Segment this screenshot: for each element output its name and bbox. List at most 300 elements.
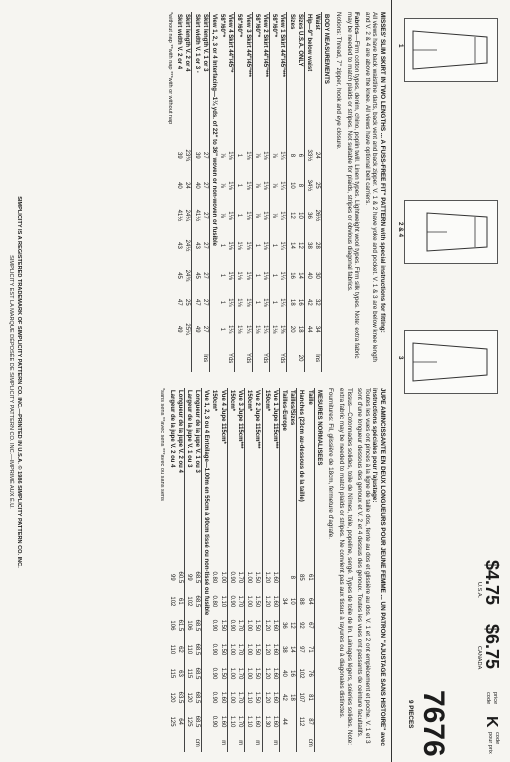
table-cell: 1.70 xyxy=(237,691,244,704)
table-cell: 1⅛ xyxy=(244,211,251,220)
row-label: Vue 1 Jupe 115cm*** xyxy=(271,390,278,449)
table-cell: 1.20 xyxy=(263,643,270,656)
fr-finished-body xyxy=(167,388,201,752)
view-2-4-label: 2 & 4 xyxy=(397,222,404,238)
table-cell: 64 xyxy=(306,598,313,605)
table-cell: 8 xyxy=(289,575,296,580)
table-cell: 27 xyxy=(201,242,208,249)
table-row xyxy=(183,12,192,372)
table-cell: 87 xyxy=(306,718,313,725)
table-cell: 18 xyxy=(289,694,296,701)
table-cell: 42 xyxy=(305,299,312,306)
table-cell: 1⅛ xyxy=(227,241,234,250)
table-cell: 1.70 xyxy=(237,715,244,728)
table-cell: 1.00 xyxy=(246,619,253,632)
table-cell: 1.20 xyxy=(263,691,270,704)
table-cell: ⅞ xyxy=(253,182,260,188)
table-cell: 1⅛ xyxy=(262,241,269,250)
table-cell: 26½ xyxy=(314,209,321,222)
table-cell: 40 xyxy=(281,670,287,677)
pattern-number: 7676 xyxy=(417,690,450,757)
table-cell: 40 xyxy=(305,272,312,279)
view-1-label: 1 xyxy=(397,44,404,48)
table-cell: 1 xyxy=(236,183,243,188)
table-cell: 1.70 xyxy=(237,667,244,680)
french-section xyxy=(158,388,386,752)
table-row xyxy=(210,388,218,752)
row-label: Skirt width V. 1 or 3 - xyxy=(193,14,200,73)
table-cell: 1¼ xyxy=(279,298,286,307)
row-label: Skirt width V. 2 or 4 xyxy=(176,14,183,70)
table-cell: m xyxy=(254,740,261,746)
table-cell: 18 xyxy=(296,325,303,333)
table-cell xyxy=(304,344,313,372)
row-label: 58"/60"* xyxy=(271,14,278,38)
table-cell: 1 xyxy=(253,243,260,248)
pattern-pieces: 9 PIECES xyxy=(407,700,414,729)
table-cell: 120 xyxy=(168,692,175,703)
table-cell: 1¼ xyxy=(262,325,269,334)
table-cell: 32 xyxy=(314,299,321,306)
table-cell xyxy=(288,734,297,752)
trademark-en: SIMPLICITY IS A REGISTERED TRADEMARK OF SIMPLICITY PATTERN CO. INC.—PRINTED IN U.S.A. © 1986 SIMPLICITY PATTERN CO. INC. xyxy=(16,196,22,568)
en-table-body xyxy=(218,12,322,372)
table-cell: 88 xyxy=(298,598,305,605)
fr-yardage-table xyxy=(167,388,322,752)
table-cell: 1.50 xyxy=(254,595,261,608)
table-cell: 49 xyxy=(176,325,183,333)
table-row xyxy=(296,12,305,372)
table-cell: 1.50 xyxy=(219,667,226,680)
table-cell: 34½ xyxy=(305,179,312,192)
table-cell: 24 xyxy=(314,152,321,159)
table-cell: 34 xyxy=(281,598,287,605)
table-cell xyxy=(183,344,192,372)
table-cell: 1.60 xyxy=(219,691,226,704)
fr-fabrics: Tissus—Cotonnades solides, toile de Nîmes, toile, popeline, sergé. Types de toile de lin. Lainages légers, soieries solides. Note: extra fabric may be needed to match plaids or stripes. Ne convient pas aux tissus à rayures ou à diagonales distinctes. xyxy=(338,388,353,746)
table-cell: 27 xyxy=(201,272,208,279)
table-row xyxy=(219,388,228,752)
price-code-fr: code pour prix xyxy=(487,732,500,754)
table-cell xyxy=(227,734,236,752)
table-cell: Yds xyxy=(244,352,251,364)
table-cell: 1¼ xyxy=(227,325,234,334)
table-cell: 28 xyxy=(314,242,321,249)
table-cell: 1 xyxy=(236,153,243,158)
table-cell: 1⅛ xyxy=(262,271,269,280)
table-cell xyxy=(288,710,297,734)
table-cell: 1.60 xyxy=(219,715,226,728)
table-cell: 14 xyxy=(288,242,295,249)
table-row xyxy=(235,12,244,372)
table-cell: 42 xyxy=(281,694,287,701)
table-cell: Yds xyxy=(227,352,234,364)
table-cell: 1⅛ xyxy=(262,298,269,307)
table-cell: 1 xyxy=(219,243,226,248)
table-cell: ⅞ xyxy=(219,212,226,218)
row-label: Tailles-Europe xyxy=(281,390,287,431)
table-cell: 0.90 xyxy=(211,715,218,728)
table-cell: cm xyxy=(306,738,313,747)
table-cell: 1⅛ xyxy=(236,325,243,334)
price-usa: $4.75 xyxy=(482,560,502,606)
table-cell xyxy=(252,344,261,372)
row-label: 58"/60"* xyxy=(253,14,260,38)
view-3-sketch xyxy=(404,330,498,394)
row-label: Skirt length V. 2 or 4 xyxy=(184,14,191,72)
table-cell: 0.90 xyxy=(211,691,218,704)
table-cell: 43 xyxy=(193,242,200,249)
table-cell: 1⅛ xyxy=(236,241,243,250)
table-cell: 85 xyxy=(298,574,305,581)
table-cell xyxy=(175,344,183,372)
en-yardage-table xyxy=(175,12,330,372)
table-cell: 1.60 xyxy=(271,667,278,680)
row-label: Waist xyxy=(314,14,321,30)
table-cell: 12 xyxy=(296,242,303,249)
table-cell: 1⅛ xyxy=(227,151,234,160)
table-cell: 24¼ xyxy=(184,209,191,222)
table-cell: 1.60 xyxy=(271,715,278,728)
table-cell: 1.50 xyxy=(254,667,261,680)
table-cell: 62 xyxy=(176,646,183,653)
table-cell: m xyxy=(237,740,244,746)
table-cell: 1⅛ xyxy=(262,181,269,190)
row-label: Largeur de la jupe V. 2 ou 4 xyxy=(168,390,175,468)
table-cell: 10 xyxy=(288,182,295,189)
table-cell: 1⅛ xyxy=(227,271,234,280)
table-row xyxy=(253,388,262,752)
table-cell: 115 xyxy=(168,668,175,679)
table-row xyxy=(304,12,313,372)
table-cell: 36 xyxy=(305,212,312,219)
table-row xyxy=(279,388,288,752)
table-cell: 64 xyxy=(176,718,183,725)
table-cell: 1⅛ xyxy=(271,325,278,334)
table-row xyxy=(262,388,271,752)
table-cell: 1¼ xyxy=(227,298,234,307)
table-row xyxy=(176,388,185,752)
table-cell: m xyxy=(271,740,278,746)
table-cell: 1 xyxy=(236,213,243,218)
table-cell: 40 xyxy=(176,182,183,189)
table-cell xyxy=(235,344,244,372)
table-cell: 1 xyxy=(219,327,226,331)
table-cell: 34 xyxy=(314,325,321,333)
table-cell: 110 xyxy=(185,644,192,655)
table-row xyxy=(201,12,210,372)
price-usa-label: U.S.A. xyxy=(476,582,482,599)
table-cell: ⅞ xyxy=(271,182,278,188)
table-cell: 45 xyxy=(176,272,183,279)
table-cell: Yds xyxy=(262,352,269,364)
row-label: Vue 3 Jupe 115cm*** xyxy=(237,390,244,449)
table-cell: 1 xyxy=(253,273,260,278)
en-table-header: BODY MEASUREMENTS xyxy=(323,14,330,84)
table-cell: 1.20 xyxy=(263,667,270,680)
table-cell: 49 xyxy=(193,325,200,333)
table-cell: 27 xyxy=(201,182,208,189)
en-fabrics-text: Firm cotton types, denim, chino, poplin twill. Linen types. Lightweight wool types. Firm silk types. Note: extra fabric may be needed to match plaids or stripes. Not suitable for plaids, stripes or obvious diagonal fabrics. xyxy=(345,12,361,359)
table-cell: 47 xyxy=(176,299,183,306)
table-cell: 1.50 xyxy=(254,691,261,704)
price-block xyxy=(458,560,502,754)
table-cell: 102 xyxy=(185,596,192,607)
fr-table-body xyxy=(210,388,314,752)
table-cell: 61 xyxy=(306,574,313,581)
row-label: View 2 Skirt 44"/45"*** xyxy=(262,14,269,77)
table-row xyxy=(252,12,261,372)
skirt-view-3-drawing xyxy=(405,331,497,393)
price-canada-label: CANADA xyxy=(476,646,482,670)
table-cell: 106 xyxy=(185,620,192,631)
table-cell: 39 xyxy=(193,152,200,159)
table-cell: 68.5 xyxy=(194,643,201,656)
table-cell: 0.90 xyxy=(228,571,235,584)
table-row xyxy=(175,12,183,372)
row-label: Taille xyxy=(306,390,313,405)
table-cell: 8 xyxy=(296,183,303,188)
table-cell: 60.5 xyxy=(176,571,183,584)
table-cell: 25¼ xyxy=(184,323,191,336)
table-cell xyxy=(167,734,175,752)
table-cell: 106 xyxy=(168,620,175,631)
table-cell: 1.50 xyxy=(254,643,261,656)
table-cell: 1¼ xyxy=(279,211,286,220)
table-row xyxy=(271,388,280,752)
table-row xyxy=(305,388,314,752)
row-label: View 1 Skirt 44"/45"*** xyxy=(279,14,286,77)
table-cell xyxy=(297,734,306,752)
table-cell: 27 xyxy=(201,152,208,159)
table-cell: 16 xyxy=(289,670,296,677)
table-cell: 1.70 xyxy=(237,643,244,656)
table-cell: 1.60 xyxy=(271,571,278,584)
table-cell: 24¾ xyxy=(184,269,191,282)
table-cell: 1 xyxy=(271,273,278,278)
table-cell: 81 xyxy=(306,694,313,701)
table-row xyxy=(244,12,253,372)
fr-table-header: MESURES NORMALISEES xyxy=(315,390,322,466)
row-label: 58"/60"* xyxy=(219,14,226,38)
view-1-sketch xyxy=(404,18,498,82)
table-row xyxy=(287,12,296,372)
table-cell: ⅞ xyxy=(271,152,278,158)
table-cell: 8 xyxy=(288,153,295,158)
table-cell: 1.00 xyxy=(228,667,235,680)
table-cell: 1⅛ xyxy=(236,298,243,307)
table-cell: 44 xyxy=(281,718,287,725)
table-cell: 1.00 xyxy=(246,667,253,680)
table-cell: 68.5 xyxy=(194,691,201,704)
table-cell xyxy=(218,344,226,372)
table-cell: 1⅛ xyxy=(262,211,269,220)
table-cell: 41½ xyxy=(193,209,200,222)
row-label: Sizes U.S.A. ONLY xyxy=(296,14,303,67)
table-cell: ⅞ xyxy=(253,212,260,218)
table-cell: 102 xyxy=(298,668,305,679)
table-cell: 23¾ xyxy=(184,149,191,162)
table-cell: 1.10 xyxy=(246,691,253,704)
table-cell: 1.70 xyxy=(237,571,244,584)
table-cell: 99 xyxy=(185,574,192,581)
table-cell: 1.50 xyxy=(254,619,261,632)
table-row xyxy=(313,12,322,372)
en-fabrics-head: Fabrics xyxy=(353,12,361,35)
table-row xyxy=(270,12,279,372)
table-cell: 20 xyxy=(288,325,295,333)
table-cell: ⅞ xyxy=(271,212,278,218)
table-cell: Ins xyxy=(201,354,208,363)
table-cell: 68.5 xyxy=(194,595,201,608)
table-cell: 1.30 xyxy=(263,715,270,728)
fr-title: JUPE AMINCISSANTE EN DEUX LONGUEURS POUR JEUNE FEMME ... UN PATRON "AJUSTAGE SANS HISTOIRE" avec instructions spéciales pour l'ajustage: xyxy=(371,388,386,746)
table-cell: 120 xyxy=(185,692,192,703)
table-cell: 47 xyxy=(193,299,200,306)
table-cell: ⅞ xyxy=(253,152,260,158)
table-cell: 1¼ xyxy=(279,241,286,250)
table-cell: 1⅛ xyxy=(244,151,251,160)
table-cell: 0.80 xyxy=(211,571,218,584)
table-cell: 10 xyxy=(289,598,296,605)
table-cell: 1⅛ xyxy=(244,271,251,280)
table-cell: 1 xyxy=(219,273,226,278)
table-cell: 1 xyxy=(271,243,278,248)
table-cell: 115 xyxy=(185,668,192,679)
row-label: Longueur de la jupe V. 2 ou 4 xyxy=(176,390,183,473)
table-cell: 97 xyxy=(298,646,305,653)
table-cell: 45 xyxy=(193,272,200,279)
table-row xyxy=(261,12,270,372)
table-cell: 43 xyxy=(176,242,183,249)
table-cell xyxy=(262,734,271,752)
table-cell: 1⅛ xyxy=(262,151,269,160)
table-cell: 1¼ xyxy=(279,271,286,280)
en-footnote: *without nap **with nap ***with or without nap xyxy=(167,12,174,125)
table-cell: 107 xyxy=(298,692,305,703)
table-cell: Ins xyxy=(314,354,321,363)
table-cell xyxy=(287,344,296,372)
table-row xyxy=(278,12,287,372)
table-cell: 1¼ xyxy=(279,181,286,190)
table-cell: 1 xyxy=(219,300,226,305)
table-cell: 1.00 xyxy=(219,571,226,584)
table-cell: 92 xyxy=(298,622,305,629)
skirt-view-1-drawing xyxy=(405,19,497,81)
table-cell: ⅞ xyxy=(219,152,226,158)
table-cell xyxy=(245,734,254,752)
table-cell: 1.60 xyxy=(254,715,261,728)
row-label: 150cm* xyxy=(228,390,235,412)
table-cell xyxy=(210,734,218,752)
table-cell: 27 xyxy=(201,325,208,333)
fr-interfacing: Vue 1, 2, 3 ou 4 Entoilage—1.00m en 55cm à 90cm tissé ou non-tissé ou fusible xyxy=(203,390,210,616)
table-cell: 1⅛ xyxy=(244,181,251,190)
table-cell: 68.5 xyxy=(194,571,201,584)
table-row xyxy=(192,12,201,372)
table-cell: 39 xyxy=(176,152,183,159)
table-cell: 110 xyxy=(168,644,175,655)
table-cell: 1⅜ xyxy=(279,325,286,334)
en-title: MISSES' SLIM SKIRT IN TWO LENGTHS ... A FUSS-FREE FIT" PATTERN with special instructions for fitting: xyxy=(379,12,386,333)
table-cell: 1 xyxy=(253,300,260,305)
table-cell: 20 xyxy=(296,354,303,362)
table-cell: 125 xyxy=(168,716,175,727)
table-cell: 1.60 xyxy=(271,619,278,632)
table-cell: 61.5 xyxy=(176,619,183,632)
row-label: Vue 2 Jupe 115cm*** xyxy=(254,390,261,449)
table-cell: 1.00 xyxy=(246,643,253,656)
table-cell: 27 xyxy=(201,212,208,219)
table-cell: 63.5 xyxy=(176,691,183,704)
table-row xyxy=(227,388,236,752)
table-row xyxy=(236,388,245,752)
table-cell xyxy=(184,734,193,752)
table-cell: 1.50 xyxy=(219,643,226,656)
table-cell: 1⅛ xyxy=(236,271,243,280)
table-cell: 24½ xyxy=(184,239,191,252)
table-cell: 1.20 xyxy=(263,571,270,584)
table-cell: 38 xyxy=(305,242,312,249)
table-cell: 102 xyxy=(168,596,175,607)
table-cell: 71 xyxy=(306,646,313,653)
table-cell: 125 xyxy=(185,716,192,727)
table-cell: 0.90 xyxy=(211,667,218,680)
table-cell: 14 xyxy=(289,646,296,653)
table-cell: 1.10 xyxy=(228,715,235,728)
table-cell xyxy=(270,344,279,372)
table-cell: 1.60 xyxy=(271,595,278,608)
table-cell: 16 xyxy=(288,272,295,279)
table-cell: 68.5 xyxy=(194,715,201,728)
row-label: 150cm* xyxy=(263,390,270,412)
table-cell: 76 xyxy=(306,670,313,677)
table-cell: 18 xyxy=(288,299,295,306)
table-row xyxy=(167,388,175,752)
table-cell: 33½ xyxy=(305,149,312,162)
table-row xyxy=(288,388,297,752)
row-label: Sizes xyxy=(288,14,295,30)
en-finished-body xyxy=(175,12,209,372)
table-cell: Yds xyxy=(279,352,286,364)
row-label: Tailles/Sizes xyxy=(289,390,296,426)
table-row xyxy=(218,12,226,372)
table-cell: 0.90 xyxy=(228,595,235,608)
row-label: Vue 4 Jupe 115cm* xyxy=(219,390,226,444)
row-label: Skirt length V. 1 or 3 xyxy=(201,14,208,72)
table-cell: 1.50 xyxy=(254,571,261,584)
table-cell xyxy=(279,734,288,752)
table-cell: 36 xyxy=(281,622,287,629)
row-label: 58"/60"* xyxy=(236,14,243,38)
table-cell: 1⅛ xyxy=(244,241,251,250)
table-cell: 0.90 xyxy=(228,619,235,632)
row-label: 150cm* xyxy=(211,390,218,412)
table-cell: 1⅛ xyxy=(227,211,234,220)
table-cell: 1.00 xyxy=(246,595,253,608)
table-cell: 63 xyxy=(176,670,183,677)
table-cell: 44 xyxy=(305,325,312,333)
price-code: K xyxy=(483,716,500,728)
table-cell: 30 xyxy=(314,272,321,279)
table-cell: 10 xyxy=(296,212,303,219)
table-cell: cm xyxy=(194,738,201,747)
table-cell: 1.00 xyxy=(228,643,235,656)
table-cell: 16 xyxy=(296,299,303,306)
row-label: Largeur de la jupe V. 1 ou 3 xyxy=(185,390,192,468)
row-label: Longueur de la jupe V. 1 ou 3 xyxy=(194,390,201,473)
table-cell: 1.60 xyxy=(271,691,278,704)
